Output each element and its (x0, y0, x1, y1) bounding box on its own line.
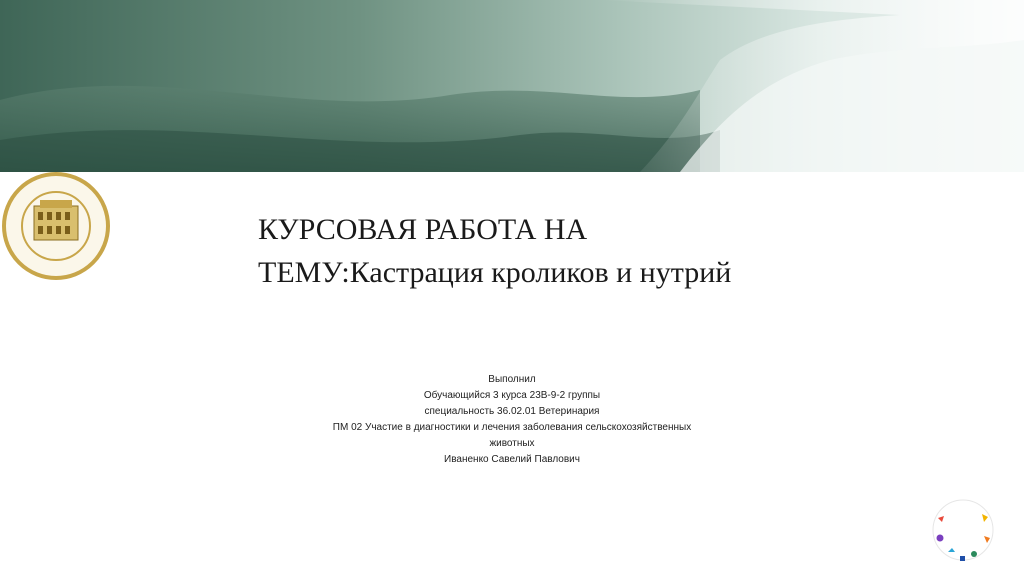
university-seal-icon (0, 170, 112, 282)
title-line-2: ТЕМУ:Кастрация кроликов и нутрий (258, 256, 732, 289)
info-line: Обучающийся 3 курса 23В-9-2 группы (423, 390, 601, 401)
info-line: ПМ 02 Участие в диагностики и лечения заболевания сельскохозяйственных (332, 422, 692, 433)
author-info-block (262, 372, 762, 468)
info-line: животных (489, 438, 535, 449)
header-banner-image (0, 0, 1024, 172)
info-line: специальность 36.02.01 Ветеринария (424, 406, 600, 417)
title-line-1: КУРСОВАЯ РАБОТА НА (258, 213, 588, 246)
info-line: Выполнил (488, 374, 536, 385)
professionalitet-logo-icon (918, 478, 1008, 568)
mountain-landscape (0, 0, 1024, 172)
slide-title (258, 208, 958, 294)
info-line: Иваненко Савелий Павлович (444, 454, 580, 465)
